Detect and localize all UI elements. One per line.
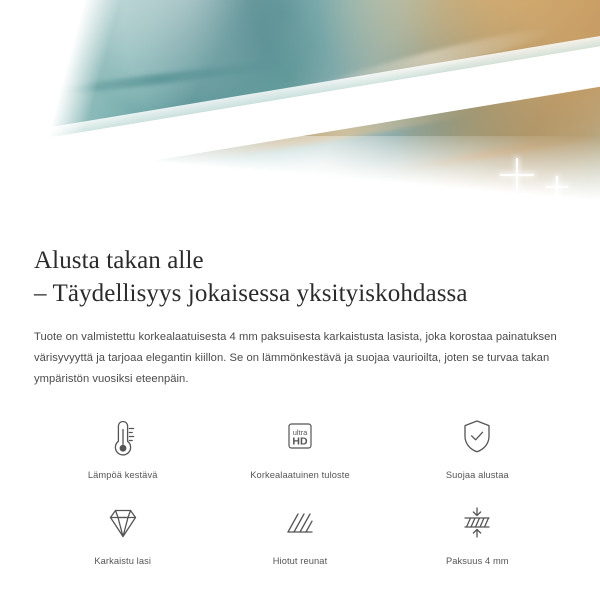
feature-item: [211, 414, 388, 480]
feature-label: Paksuus 4 mm: [445, 556, 509, 566]
image-fade-bottom: [0, 136, 600, 228]
page-title: [34, 244, 566, 310]
ultra-hd-icon: [278, 414, 322, 460]
feature-item: [389, 500, 566, 566]
thermometer-icon: [103, 414, 143, 460]
polished-edges-icon: [278, 500, 322, 546]
headline-line-2: – Täydellisyys jokaisessa yksityiskohdassa: [34, 280, 468, 307]
feature-label: Karkaistu lasi: [94, 556, 151, 566]
feature-label: Suojaa alustaa: [445, 470, 509, 480]
hd-text: HD: [292, 435, 308, 448]
description-paragraph: Tuote on valmistettu korkealaatuisesta 4 mm paksuisesta karkaistusta lasista, joka korostaa painatuksen värisyvyyttä ja tarjoaa elegantin kiillon. Se on lämmönkestävä ja suojaa vaurioilta, joten se turvaa takan ympäristön vuosiksi eteenpäin.: [34, 331, 557, 385]
feature-label: Hiotut reunat: [272, 556, 328, 566]
hero-image: [0, 0, 600, 228]
feature-item: [389, 414, 566, 480]
feature-item: [34, 500, 211, 566]
headline-line-1: Alusta takan alle: [34, 247, 204, 274]
feature-label: Korkealaatuinen tuloste: [250, 470, 350, 480]
feature-label: Lämpöä kestävä: [87, 470, 158, 480]
content-area: [0, 244, 600, 566]
diamond-icon: [101, 500, 145, 546]
shield-check-icon: [456, 414, 498, 460]
feature-grid: [34, 414, 566, 566]
feature-item: [34, 414, 211, 480]
ultra-text: ultra: [292, 428, 308, 437]
feature-item: [211, 500, 388, 566]
thickness-arrows-icon: [455, 500, 499, 546]
